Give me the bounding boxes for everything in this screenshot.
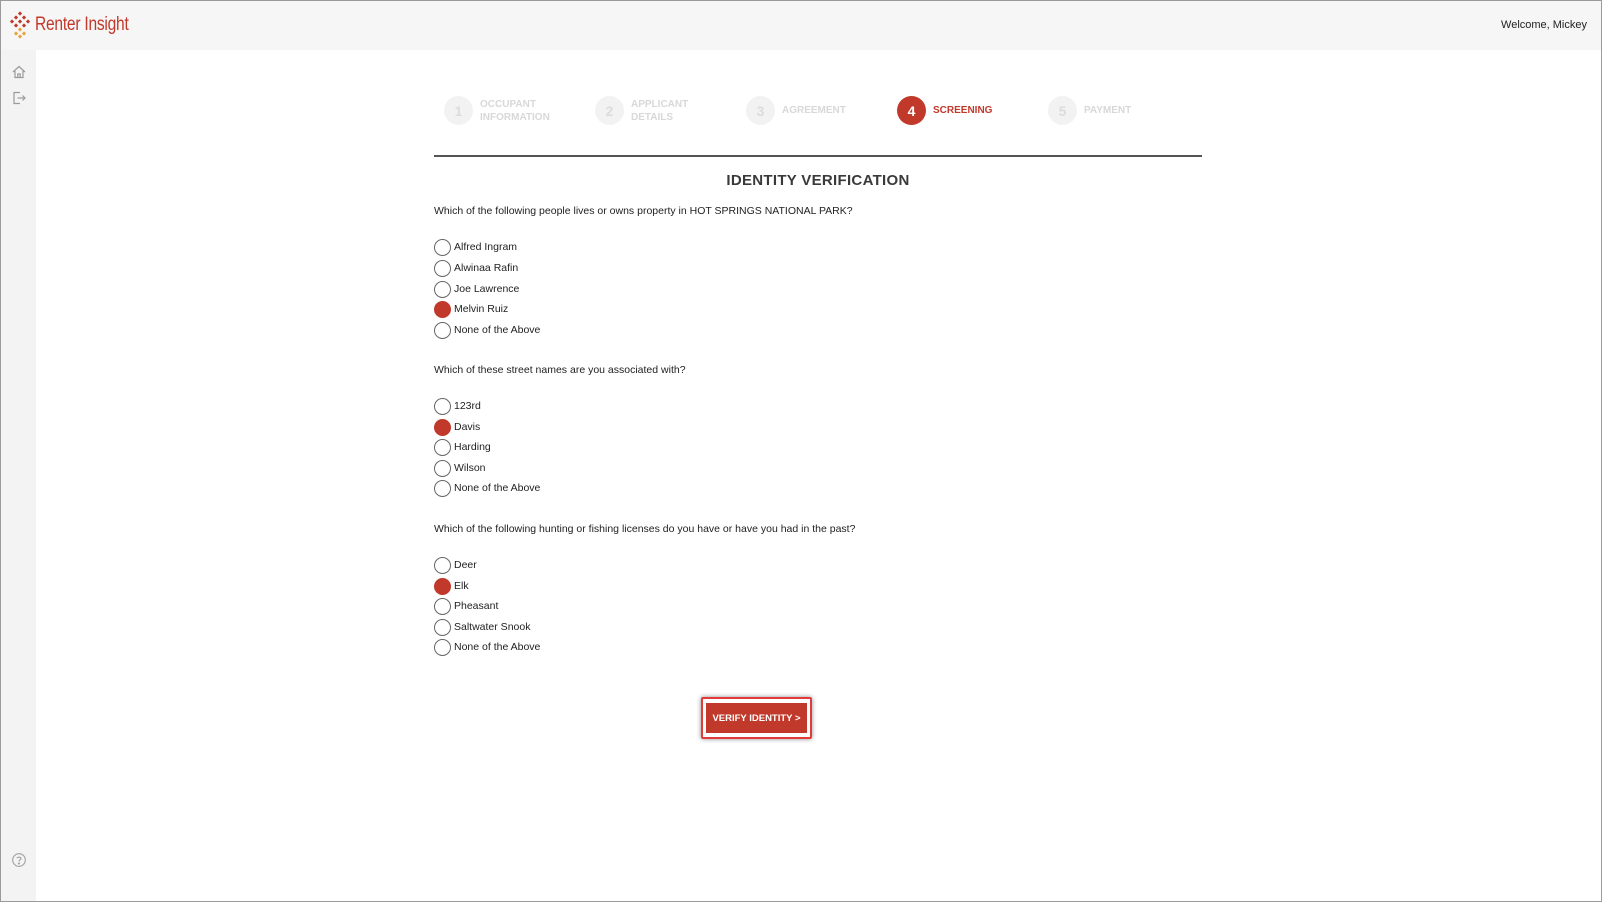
step-label [631, 98, 711, 124]
question-1-text: Which of the following people lives or owns property in HOT SPRINGS NATIONAL PARK? [434, 205, 853, 217]
option-deer[interactable] [434, 556, 477, 574]
option-wilson[interactable] [434, 459, 486, 477]
radio-button[interactable] [434, 619, 451, 636]
radio-button[interactable] [434, 639, 451, 656]
radio-button-selected[interactable] [434, 419, 451, 436]
option-none-of-the-above[interactable] [434, 479, 540, 497]
step-label [782, 104, 862, 117]
option-none-of-the-above[interactable] [434, 638, 540, 656]
logout-icon[interactable] [11, 90, 27, 106]
step-agreement[interactable] [746, 96, 862, 125]
radio-button-selected[interactable] [434, 578, 451, 595]
step-label [1084, 104, 1164, 117]
section-divider [434, 155, 1202, 157]
option-label: Pheasant [454, 600, 499, 612]
option-label: Wilson [454, 462, 486, 474]
option-label: Harding [454, 441, 491, 453]
question-2-text: Which of these street names are you associated with? [434, 364, 686, 376]
option-label: None of the Above [454, 324, 541, 336]
logo-icon [9, 11, 31, 39]
radio-button[interactable] [434, 557, 451, 574]
step-label [933, 104, 1013, 117]
sidebar [1, 50, 36, 901]
step-label-line: PAYMENT [1084, 105, 1132, 116]
option-label: None of the Above [454, 482, 541, 494]
step-payment[interactable] [1048, 96, 1164, 125]
option-123rd[interactable] [434, 397, 481, 415]
option-joe-lawrence[interactable] [434, 280, 519, 298]
option-label: Melvin Ruiz [454, 303, 509, 315]
question-3-text: Which of the following hunting or fishing licenses do you have or have you had in the past? [434, 523, 856, 535]
step-label-line: DETAILS [631, 111, 674, 123]
step-number: 1 [444, 96, 473, 125]
step-occupant-information[interactable] [444, 96, 560, 125]
step-label-line: APPLICANT [631, 98, 689, 110]
radio-button[interactable] [434, 260, 451, 277]
option-label: Alwinaa Rafin [454, 262, 519, 274]
option-none-of-the-above[interactable] [434, 321, 540, 339]
option-label: Alfred Ingram [454, 241, 518, 253]
option-label: Joe Lawrence [454, 283, 520, 295]
radio-button[interactable] [434, 398, 451, 415]
option-label: Elk [454, 580, 469, 592]
step-number: 4 [897, 96, 926, 125]
radio-button[interactable] [434, 281, 451, 298]
progress-stepper [444, 96, 1164, 140]
option-label: Davis [454, 421, 481, 433]
option-pheasant[interactable] [434, 597, 498, 615]
step-number: 5 [1048, 96, 1077, 125]
brand-name: Renter Insight [35, 14, 129, 35]
step-label-line: INFORMATION [480, 111, 550, 123]
option-harding[interactable] [434, 438, 491, 456]
radio-button[interactable] [434, 439, 451, 456]
verify-identity-button[interactable]: VERIFY IDENTITY > [706, 703, 807, 733]
radio-button[interactable] [434, 460, 451, 477]
step-label-line: SCREENING [933, 105, 993, 116]
page-title: IDENTITY VERIFICATION [726, 172, 910, 189]
option-label: Deer [454, 559, 477, 571]
verify-button-highlight [701, 697, 812, 739]
option-label: 123rd [454, 400, 481, 412]
logo[interactable] [9, 11, 149, 39]
option-saltwater-snook[interactable] [434, 618, 530, 636]
option-alfred-ingram[interactable] [434, 238, 517, 256]
step-label-line: AGREEMENT [782, 105, 846, 116]
option-davis[interactable] [434, 418, 480, 436]
option-elk[interactable] [434, 577, 469, 595]
option-alwinaa-rafin[interactable] [434, 259, 518, 277]
step-label-line: OCCUPANT [480, 98, 536, 110]
option-label: Saltwater Snook [454, 621, 531, 633]
step-applicant-details[interactable] [595, 96, 711, 125]
radio-button[interactable] [434, 322, 451, 339]
step-number: 2 [595, 96, 624, 125]
home-icon[interactable] [11, 64, 27, 80]
radio-button[interactable] [434, 480, 451, 497]
help-icon[interactable] [11, 852, 27, 868]
step-label [480, 98, 560, 124]
top-header [1, 1, 1601, 50]
step-screening[interactable] [897, 96, 1013, 125]
radio-button[interactable] [434, 598, 451, 615]
radio-button[interactable] [434, 239, 451, 256]
step-number: 3 [746, 96, 775, 125]
radio-button-selected[interactable] [434, 301, 451, 318]
option-melvin-ruiz[interactable] [434, 300, 508, 318]
welcome-text: Welcome, Mickey [1501, 19, 1587, 31]
option-label: None of the Above [454, 641, 541, 653]
